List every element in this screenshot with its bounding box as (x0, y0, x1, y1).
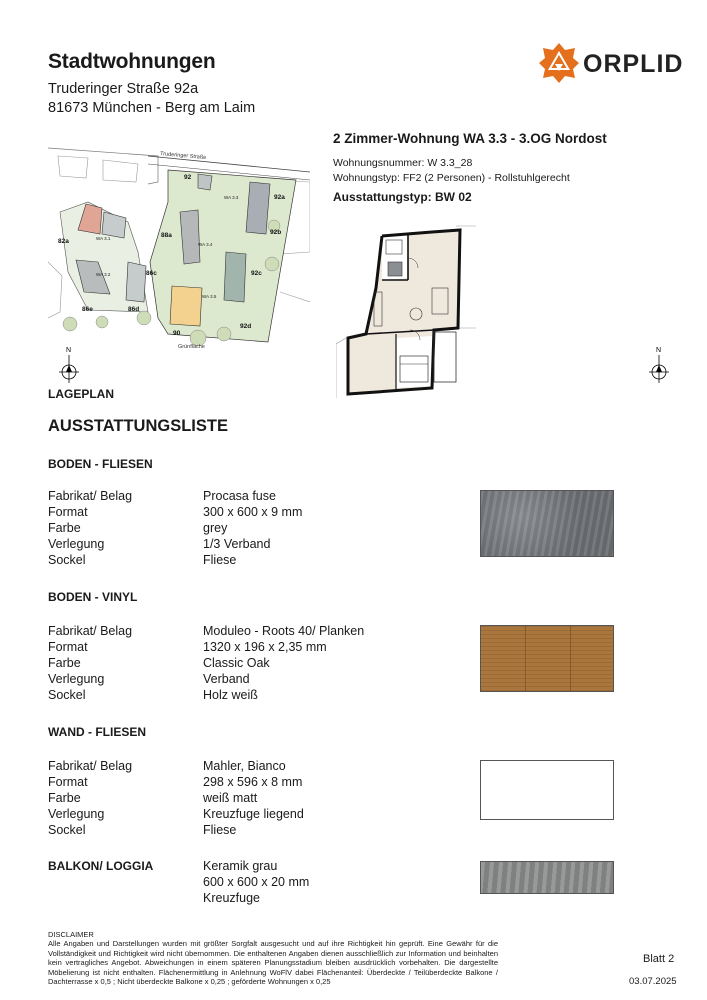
spec-row (48, 875, 448, 891)
spec-row (48, 553, 448, 569)
spec-row (48, 775, 448, 791)
spec-key: Format (48, 505, 88, 519)
spec-value: Procasa fuse (203, 489, 276, 503)
spec-row (48, 688, 448, 704)
spec-key: Format (48, 775, 88, 789)
svg-text:86c: 86c (146, 270, 157, 277)
svg-text:88a: 88a (161, 232, 172, 239)
svg-text:WA 3.4: WA 3.4 (198, 242, 213, 247)
spec-key: Fabrikat/ Belag (48, 624, 133, 638)
spec-row (48, 791, 448, 807)
svg-text:92b: 92b (270, 229, 282, 236)
spec-row (48, 521, 448, 537)
list-title: AUSSTATTUNGSLISTE (48, 417, 228, 435)
spec-row (48, 672, 448, 688)
sheet-number: Blatt 2 (643, 953, 675, 965)
spec-key: Verlegung (48, 807, 105, 821)
spec-key: Farbe (48, 521, 81, 535)
svg-text:N: N (656, 347, 662, 354)
spec-row (48, 807, 448, 823)
spec-row (48, 891, 448, 907)
svg-text:92c: 92c (251, 270, 262, 277)
balcony-tile-swatch (480, 861, 614, 894)
spec-value: Mahler, Bianco (203, 759, 286, 773)
spec-value: Fliese (203, 553, 237, 567)
spec-key: Format (48, 640, 88, 654)
equipment-type: Ausstattungstyp: BW 02 (333, 190, 472, 204)
section-title: BODEN - VINYL (48, 590, 138, 604)
spec-key: Farbe (48, 791, 81, 805)
svg-text:WA 3.2: WA 3.2 (96, 272, 111, 277)
unit-type: Wohnungstyp: FF2 (2 Personen) - Rollstuhlgerecht (333, 172, 570, 184)
unit-title: 2 Zimmer-Wohnung WA 3.3 - 3.OG Nordost (333, 131, 607, 146)
spec-key: Farbe (48, 656, 81, 670)
svg-text:86d: 86d (128, 306, 140, 313)
svg-text:92: 92 (184, 174, 192, 181)
spec-row (48, 505, 448, 521)
spec-row (48, 489, 448, 505)
section-title: WAND - FLIESEN (48, 725, 146, 739)
north-arrow-icon (58, 345, 80, 385)
floor-plan (336, 218, 476, 398)
spec-key: Sockel (48, 688, 86, 702)
svg-text:WA 3.3: WA 3.3 (224, 195, 239, 200)
svg-text:WA 3.5: WA 3.5 (202, 294, 217, 299)
spec-value: Kreuzfuge (203, 891, 260, 905)
spec-value: Verband (203, 672, 250, 686)
disclaimer-title: DISCLAIMER (48, 930, 94, 939)
tile-grey-swatch (480, 490, 614, 557)
address-street: Truderinger Straße 92a (48, 81, 199, 97)
spec-value: Moduleo - Roots 40/ Planken (203, 624, 365, 638)
page-title: Stadtwohnungen (48, 50, 216, 73)
spec-row (48, 823, 448, 839)
spec-key: Verlegung (48, 537, 105, 551)
spec-key: Sockel (48, 823, 86, 837)
unit-number: Wohnungsnummer: W 3.3_28 (333, 157, 473, 169)
svg-text:90: 90 (173, 330, 181, 337)
wall-tile-white-swatch (480, 760, 614, 820)
spec-value: Keramik grau (203, 859, 278, 873)
spec-value: Kreuzfuge liegend (203, 807, 304, 821)
north-arrow-icon (648, 345, 670, 385)
spec-value: Holz weiß (203, 688, 258, 702)
svg-text:86e: 86e (82, 306, 93, 313)
svg-text:N: N (66, 347, 72, 354)
spec-value: 600 x 600 x 20 mm (203, 875, 310, 889)
spec-value: grey (203, 521, 228, 535)
section-title: BALKON/ LOGGIA (48, 859, 154, 873)
disclaimer-text: Alle Angaben und Darstellungen wurden mit größter Sorgfalt ausgesucht und auf ihre Richtigkeit hin geprüft. Eine Gewähr für die Vollständigkeit und Richtigkeit wird nicht übernommen. Die enthaltenen Angaben dienen ausschließlich zur Information und beinhalten kein vertragliches Angebot. Abweichungen in einem späteren Planungsstadium bleiben ausdrücklich vorbehalten. Die dargestellte Möbelierung ist nicht enthalten. Flächenermittlung in Anlehnung WoFlV dabei Flächenanteil: Überdeckte / Teilüberdeckte Balkone / Dachterrasse x 0,5 ; Nicht überdeckte Balkone x 0,25 ; geförderte Wohnungen x 0,25 (48, 939, 498, 986)
spec-key: Sockel (48, 553, 86, 567)
section-title: BODEN - FLIESEN (48, 457, 153, 471)
spec-key: Verlegung (48, 672, 105, 686)
spec-value: 1320 x 196 x 2,35 mm (203, 640, 327, 654)
street-label: Truderinger Straße (159, 151, 207, 162)
spec-value: Fliese (203, 823, 237, 837)
document-date: 03.07.2025 (629, 976, 677, 987)
spec-key: Fabrikat/ Belag (48, 759, 133, 773)
spec-value: 298 x 596 x 8 mm (203, 775, 303, 789)
svg-text:92d: 92d (240, 323, 252, 330)
site-plan (48, 142, 310, 360)
svg-text:82a: 82a (58, 238, 69, 245)
spec-row (48, 624, 448, 640)
spec-row (48, 759, 448, 775)
spec-row (48, 859, 448, 875)
spec-row (48, 656, 448, 672)
orplid-logo-icon (538, 42, 580, 84)
lageplan-label: LAGEPLAN (48, 387, 114, 401)
address-city: 81673 München - Berg am Laim (48, 100, 256, 116)
svg-text:Grünfläche: Grünfläche (178, 344, 205, 350)
spec-key: Fabrikat/ Belag (48, 489, 133, 503)
spec-value: Classic Oak (203, 656, 270, 670)
spec-value: weiß matt (203, 791, 258, 805)
spec-row (48, 640, 448, 656)
vinyl-oak-swatch (480, 625, 614, 692)
spec-row (48, 537, 448, 553)
spec-value: 1/3 Verband (203, 537, 271, 551)
logo-wordmark: ORPLID (583, 50, 684, 78)
address (48, 80, 255, 118)
spec-value: 300 x 600 x 9 mm (203, 505, 303, 519)
svg-text:92a: 92a (274, 194, 285, 201)
svg-text:WA 3.1: WA 3.1 (96, 236, 111, 241)
